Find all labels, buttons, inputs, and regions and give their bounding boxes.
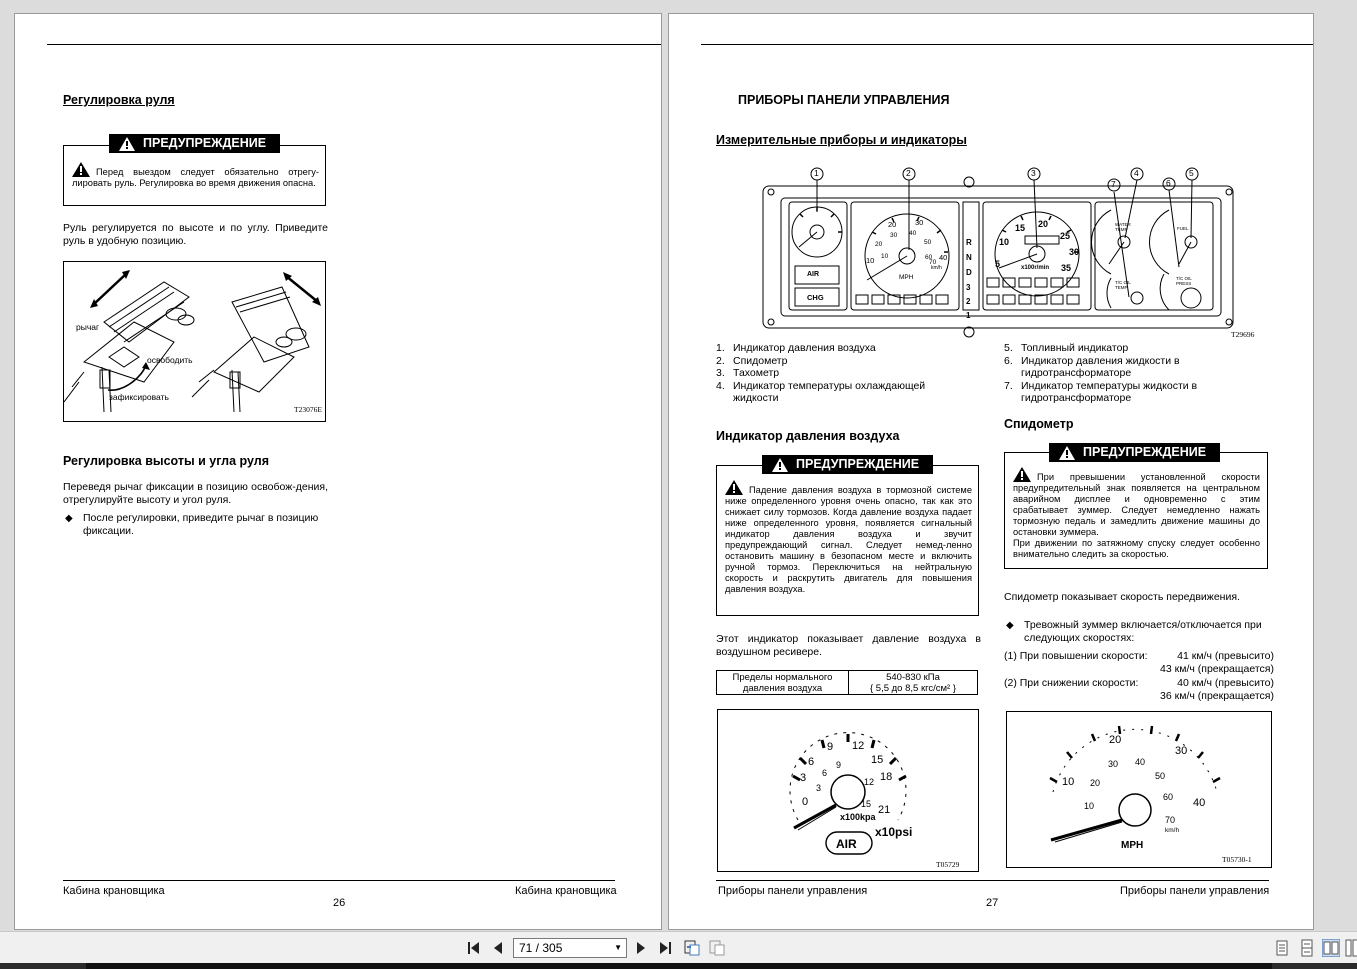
gear-1: 1 <box>966 311 971 320</box>
steering-figure <box>63 261 326 422</box>
horizontal-scrollbar[interactable] <box>0 963 1357 969</box>
warning-triangle-icon <box>72 162 90 177</box>
scrollbar-thumb[interactable] <box>86 963 1272 969</box>
gear-3: 3 <box>966 283 971 292</box>
air-inner-tick: 15 <box>861 799 872 809</box>
fuel-label: FUEL <box>1177 226 1189 231</box>
threshold-row-1: (1) При повышении скорости: 41 км/ч (превысито) <box>1004 650 1274 662</box>
speedometer-figure <box>1006 711 1272 868</box>
page-number-field[interactable]: 71 / 305 ▼ <box>513 938 627 958</box>
air-gauge-figure <box>717 709 979 872</box>
speed-tick: 70 <box>929 259 937 266</box>
page-number: 26 <box>333 897 346 909</box>
air-tick: 15 <box>871 754 884 766</box>
warning-triangle-icon <box>1059 446 1075 460</box>
gear-n: N <box>966 253 972 262</box>
first-page-icon[interactable] <box>465 939 483 957</box>
continuous-view-icon[interactable] <box>1298 939 1316 957</box>
air-paragraph: Этот индикатор показывает давление воздуха в воздушном ресивере. <box>716 633 981 658</box>
callout-4: 4 <box>1134 168 1139 178</box>
air-tick: 18 <box>880 771 893 783</box>
speed-kmh-tick: 10 <box>1084 801 1095 811</box>
air-tick: 21 <box>878 804 891 816</box>
speed-mph-tick: 30 <box>1175 745 1188 757</box>
list-item: 7. Индикатор температуры жидкости в гидротрансформаторе <box>1004 379 1198 405</box>
rpm-tick: 30 <box>1069 247 1080 257</box>
speed-tick: 60 <box>925 254 933 261</box>
unit-kpa: x100kpa <box>840 812 876 822</box>
page-number: 27 <box>986 897 999 909</box>
label-lever: рычаг <box>76 322 100 332</box>
header-rule <box>701 44 1314 45</box>
speed-thresholds <box>1004 650 1274 702</box>
air-label: AIR <box>807 271 820 278</box>
footer-rule <box>716 880 1269 881</box>
steering-drawing <box>64 262 326 422</box>
list-item: 6. Индикатор давления жидкости в гидротрансформаторе <box>1004 354 1180 380</box>
air-inner-tick: 9 <box>836 760 842 770</box>
footer-rule <box>63 880 615 881</box>
dashboard-drawing <box>759 152 1261 342</box>
warning-text: Перед выездом следует обязательно отрегу-лировать руль. Регулировка во время движения опасна. <box>72 167 319 188</box>
single-page-view-icon[interactable] <box>1273 939 1291 957</box>
speed-warning-text-2: При движении по затяжному спуску следует особенно внимательно следить за скоростью. <box>1013 538 1260 559</box>
air-tick: 9 <box>827 741 834 753</box>
table-value: 540-830 кПа { 5,5 до 8,5 кгс/см² } <box>849 671 978 695</box>
warning-triangle-icon <box>772 458 788 472</box>
back-view-icon[interactable] <box>683 939 701 957</box>
list-item: 2. Спидометр <box>716 354 788 367</box>
air-tick: 6 <box>808 756 815 768</box>
threshold-row-2: (2) При снижении скорости: 40 км/ч (превысито) <box>1004 677 1274 690</box>
speed-tick-mph: 40 <box>939 253 948 262</box>
dashboard-figure <box>759 152 1261 342</box>
header-rule <box>47 44 662 45</box>
main-title: ПРИБОРЫ ПАНЕЛИ УПРАВЛЕНИЯ <box>738 93 950 107</box>
chg-label: CHG <box>807 293 824 302</box>
two-page-view-icon[interactable] <box>1322 939 1340 957</box>
air-title: Индикатор давления воздуха <box>716 429 900 443</box>
threshold-row-2b: 36 км/ч (прекращается) <box>1160 689 1274 702</box>
prev-page-icon[interactable] <box>489 939 507 957</box>
section-title: Регулировка руля <box>63 93 175 107</box>
list-item: 1. Индикатор давления воздуха <box>716 342 876 354</box>
speed-kmh-tick: 20 <box>1090 778 1101 788</box>
tc-press-label: T/C OIL PRESS <box>1176 276 1192 286</box>
water-label: WATER TEMP <box>1115 222 1131 232</box>
two-page-continuous-icon[interactable] <box>1343 939 1357 957</box>
label-release: освободить <box>147 355 193 365</box>
threshold-row-1b: 43 км/ч (прекращается) <box>1160 662 1274 675</box>
speed-warning-text: При превышении установленной скорости предупредительный знак появляется на центральном аварийном дисплее и одновременно с этим срабатывает зуммер. Следует немедленно нажать тормозную педаль и замедлить движение машины до остановки зуммера. <box>1013 472 1260 537</box>
page-26 <box>14 13 662 930</box>
footer-left: Приборы панели управления <box>718 885 868 897</box>
callout-2: 2 <box>906 168 911 178</box>
rpm-tick: 20 <box>1038 219 1049 229</box>
speed-kmh-tick: 70 <box>1165 815 1176 825</box>
air-spec-table <box>716 670 978 695</box>
section-title: Измерительные приборы и индикаторы <box>716 133 967 147</box>
unit-kmh: km/h <box>1165 827 1180 834</box>
forward-view-icon[interactable] <box>708 939 726 957</box>
speed-tick-mph: 10 <box>866 256 875 265</box>
tc-temp-label: T/C OIL TEMP <box>1115 280 1131 290</box>
speed-tick: 20 <box>875 241 883 248</box>
rpm-tick: 35 <box>1061 263 1072 273</box>
speed-tick-mph: 20 <box>888 220 897 229</box>
air-tick: 3 <box>800 772 807 784</box>
figure-code: T05729 <box>936 860 960 869</box>
footer-right: Приборы панели управления <box>1120 885 1270 897</box>
speed-kmh-tick: 50 <box>1155 771 1166 781</box>
unit-psi: x10psi <box>875 825 913 839</box>
table-label: Пределы нормального давления воздуха <box>717 671 849 695</box>
speed-tick: 50 <box>924 239 932 246</box>
air-warning-box <box>716 465 979 616</box>
mph-label: MPH <box>899 274 914 281</box>
speed-tick: 30 <box>890 232 898 239</box>
paragraph: Переведя рычаг фиксации в позицию освобож-дения, отрегулируйте высоту и угол руля. <box>63 481 328 506</box>
warning-triangle-icon <box>1013 467 1031 482</box>
figure-code: T05730-1 <box>1222 855 1252 864</box>
warning-triangle-icon <box>119 137 135 151</box>
warning-triangle-icon <box>725 480 743 495</box>
gear-r: R <box>966 238 972 247</box>
legend-list-right <box>1004 342 1234 405</box>
bullet-item: ◆ После регулировки, приведите рычаг в позицию фиксации. <box>65 512 319 537</box>
next-page-icon[interactable] <box>632 939 650 957</box>
figure-code: T23076E <box>294 405 322 414</box>
viewer-toolbar <box>0 931 1357 963</box>
speed-title: Спидометр <box>1004 417 1074 431</box>
callout-6: 6 <box>1166 178 1171 188</box>
label-lock: зафиксировать <box>109 392 169 402</box>
speed-paragraph: Спидометр показывает скорость передвижения. <box>1004 591 1240 603</box>
air-tick: 12 <box>852 740 865 752</box>
air-badge: AIR <box>836 837 857 851</box>
footer-left: Кабина крановщика <box>63 885 165 897</box>
diamond-bullet-icon: ◆ <box>1006 620 1014 631</box>
footer-right: Кабина крановщика <box>515 885 617 897</box>
rpm-tick: 25 <box>1060 231 1071 241</box>
callout-1: 1 <box>814 168 819 178</box>
air-inner-tick: 6 <box>822 768 828 778</box>
speed-tick: 40 <box>909 230 917 237</box>
list-item: 4. Индикатор температуры охлаждающей жидкости <box>716 379 926 405</box>
kmh-label: km/h <box>931 265 942 271</box>
speed-mph-tick: 40 <box>1193 797 1206 809</box>
rpm-label: x100r/min <box>1021 265 1050 271</box>
speed-kmh-tick: 60 <box>1163 792 1174 802</box>
air-inner-tick: 12 <box>864 777 875 787</box>
list-item: 3. Тахометр <box>716 367 780 380</box>
speed-bullet: ◆ Тревожный зуммер включается/отключается при следующих скоростях: <box>1006 619 1262 644</box>
rpm-tick: 10 <box>999 237 1010 247</box>
callout-3: 3 <box>1031 168 1036 178</box>
list-item: 5. Топливный индикатор <box>1004 342 1129 354</box>
page-27 <box>668 13 1314 930</box>
gear-2: 2 <box>966 297 971 306</box>
gear-d: D <box>966 268 972 277</box>
air-warning-text: Падение давления воздуха в тормозной системе ниже определенного уровня очень опасно, так как это снижает силу тормозов. Когда давление воздуха падает ниже определенного уровня, появляется сигнальный индикатор давления воздуха и звучит предупреждающий сигнал. Следует немед-ленно остановить машину в безопасном месте и включить ручной тормоз. Переключиться на нейтральную скорость и раскрутить двигатель для повышения давления воздуха. <box>725 485 972 594</box>
speed-warning-box <box>1004 452 1268 569</box>
air-warning-label: ПРЕДУПРЕЖДЕНИЕ <box>762 455 933 474</box>
diamond-bullet-icon: ◆ <box>65 513 73 524</box>
rpm-tick: 15 <box>1015 223 1026 233</box>
legend-list-left <box>716 342 956 405</box>
figure-code: T29696 <box>1231 330 1255 339</box>
speed-kmh-tick: 30 <box>1108 759 1119 769</box>
warning-label: ПРЕДУПРЕЖДЕНИЕ <box>109 134 280 153</box>
paragraph: Руль регулируется по высоте и по углу. Приведите руль в удобную позицию. <box>63 222 328 247</box>
speed-tick-mph: 30 <box>915 218 924 227</box>
speed-tick: 10 <box>881 253 889 260</box>
air-inner-tick: 3 <box>816 783 822 793</box>
unit-mph: MPH <box>1121 840 1144 851</box>
speed-kmh-tick: 40 <box>1135 757 1146 767</box>
callout-5: 5 <box>1189 168 1194 178</box>
speed-mph-tick: 20 <box>1109 734 1122 746</box>
speed-mph-tick: 10 <box>1062 776 1075 788</box>
subsection-title: Регулировка высоты и угла руля <box>63 454 269 468</box>
warning-box <box>63 145 326 206</box>
callout-7: 7 <box>1111 179 1116 189</box>
chevron-down-icon: ▼ <box>614 943 622 952</box>
rpm-tick: 5 <box>995 259 1001 269</box>
speed-warning-label: ПРЕДУПРЕЖДЕНИЕ <box>1049 443 1220 462</box>
air-tick: 0 <box>802 796 809 808</box>
last-page-icon[interactable] <box>656 939 674 957</box>
